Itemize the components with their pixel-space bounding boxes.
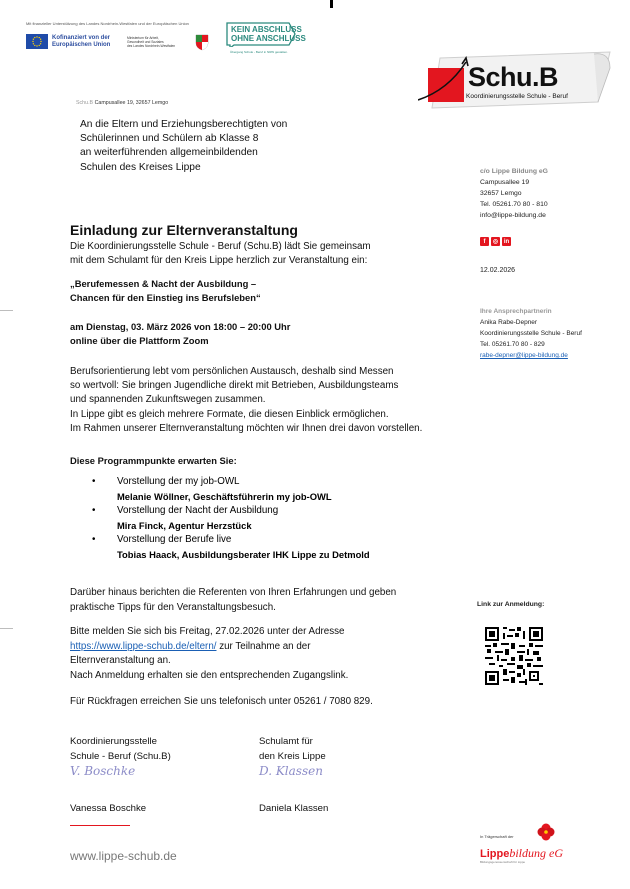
facebook-icon[interactable]: f <box>480 237 489 246</box>
linkedin-icon[interactable]: in <box>503 238 510 245</box>
flower-logo-icon <box>537 823 555 841</box>
contact-paragraph: Für Rückfragen erreichen Sie uns telefonisch unter 05261 / 7080 829. <box>70 696 373 707</box>
lippe-bildung-subtitle: Bildungsgenossenschaft für Lippe <box>480 860 526 864</box>
registration-paragraph: Bitte melden Sie sich bis Freitag, 27.02.2026 unter der Adresse https://www.lippe-schub.de/eltern/ zur Teilnahme an der Elternveranstaltung an. Nach Anmeldung erhalten sie den entsprechenden Zugangslink. <box>70 626 349 681</box>
page-top-mark <box>330 0 333 8</box>
body-paragraph-1: Berufsorientierung lebt vom persönlichen Austausch, deshalb sind Messen so wertvoll: Sie bringen Jugendliche direkt mit Betrieben, Ausbildungsteams und spannenden Zukunftswegen zusammen. In Lippe gibt es gleich mehrere Formate, die diesen Einblick ermöglichen. Im Rahmen unserer Elternveranstaltung möchten wir Ihnen drei davon vorstellen. <box>70 366 423 434</box>
schub-logo <box>418 50 614 112</box>
kein-abschluss-logo: KEIN ABSCHLUSS OHNE ANSCHLUSS <box>226 22 296 47</box>
kein-abschluss-subtitle: Übergang Schule - Beruf in NRW gestalten. <box>230 50 288 54</box>
fold-mark <box>0 628 13 629</box>
letter-date: 12.02.2026 <box>480 267 516 274</box>
ministry-text: Ministerium für Arbeit, Gesundheit und Soziales des Landes Nordrhein-Westfalen <box>127 36 176 48</box>
nrw-coat-of-arms-icon <box>195 34 209 51</box>
traeger-label: In Trägerschaft der <box>480 834 514 839</box>
eu-logo-text: Kofinanziert von der Europäischen Union <box>52 35 111 48</box>
signature-block-schub: Koordinierungsstelle Schule - Beruf (Schu.B) V. Boschke <box>70 736 171 778</box>
schub-logo-sub: Koordinierungsstelle Schule - Beruf <box>466 93 568 100</box>
social-links <box>480 237 511 246</box>
program-item: • Vorstellung der my job-OWL Melanie Wöllner, Geschäftsführerin my job-OWL <box>92 476 332 502</box>
body-paragraph-2: Darüber hinaus berichten die Referenten von Ihren Erfahrungen und geben praktische Tipps für den Veranstaltungsbesuch. <box>70 587 397 613</box>
accent-divider <box>70 825 130 826</box>
funding-note: Mit finanzieller Unterstützung des Landes Nordrhein-Westfalen und der Europäischen Union <box>26 21 189 26</box>
footer-website[interactable]: www.lippe-schub.de <box>70 849 177 863</box>
sender-line: Schu.B Campusallee 19, 32657 Lemgo <box>76 100 169 106</box>
handwritten-signature: D. Klassen <box>259 764 323 778</box>
bullet-icon: • <box>92 505 96 517</box>
signature-block-schulamt: Schulamt für den Kreis Lippe D. Klassen <box>259 736 326 778</box>
event-title: „Berufemessen & Nacht der Ausbildung – Chancen für den Einstieg ins Berufsleben“ <box>70 278 261 303</box>
intro-text: Die Koordinierungsstelle Schule - Beruf (Schu.B) lädt Sie gemeinsam mit dem Schulamt für den Kreis Lippe herzlich zur Veranstaltung ein: <box>70 241 371 266</box>
event-when: am Dienstag, 03. März 2026 von 18:00 – 20:00 Uhr online über die Plattform Zoom <box>70 321 291 346</box>
program-item: • Vorstellung der Nacht der Ausbildung Mira Finck, Agentur Herzstück <box>92 505 279 531</box>
handwritten-signature: V. Boschke <box>70 764 136 778</box>
instagram-icon[interactable]: ◎ <box>492 239 499 245</box>
signer-name: Daniela Klassen <box>259 803 329 814</box>
lippe-bildung-logo: Lippebildung eG <box>480 846 564 860</box>
program-heading: Diese Programmpunkte erwarten Sie: <box>70 455 237 466</box>
sidebar-address: c/o Lippe Bildung eG Campusallee 19 32657 Lemgo Tel. 05261.70 80 - 810 info@lippe-bildung.de <box>480 168 548 219</box>
recipient-address: An die Eltern und Erziehungsberechtigten von Schülerinnen und Schülern ab Klasse 8 an weiterführenden allgemeinbildenden Schulen des Kreises Lippe <box>80 119 288 173</box>
contact-email-link[interactable]: rabe-depner@lippe-bildung.de <box>480 352 568 359</box>
registration-link[interactable]: https://www.lippe-schub.de/eltern/ <box>70 640 217 652</box>
fold-mark <box>0 310 13 311</box>
eu-flag-icon <box>26 34 48 49</box>
contact-person: Ihre Ansprechpartnerin Anika Rabe-Depner Koordinierungsstelle Schule - Beruf Tel. 05261.70 80 - 829 rabe-depner@lippe-bildung.de <box>480 308 582 359</box>
program-list <box>92 475 370 563</box>
page-title: Einladung zur Elternveranstaltung <box>70 222 298 238</box>
signer-name: Vanessa Boschke <box>70 803 147 814</box>
program-item: • Vorstellung der Berufe live Tobias Haack, Ausbildungsberater IHK Lippe zu Detmold <box>92 534 370 560</box>
schub-logo-name: Schu.B <box>468 62 559 92</box>
bullet-icon: • <box>92 476 96 487</box>
bullet-icon: • <box>92 534 96 546</box>
qr-code-icon[interactable] <box>485 627 543 685</box>
qr-link-label: Link zur Anmeldung: <box>477 601 545 608</box>
